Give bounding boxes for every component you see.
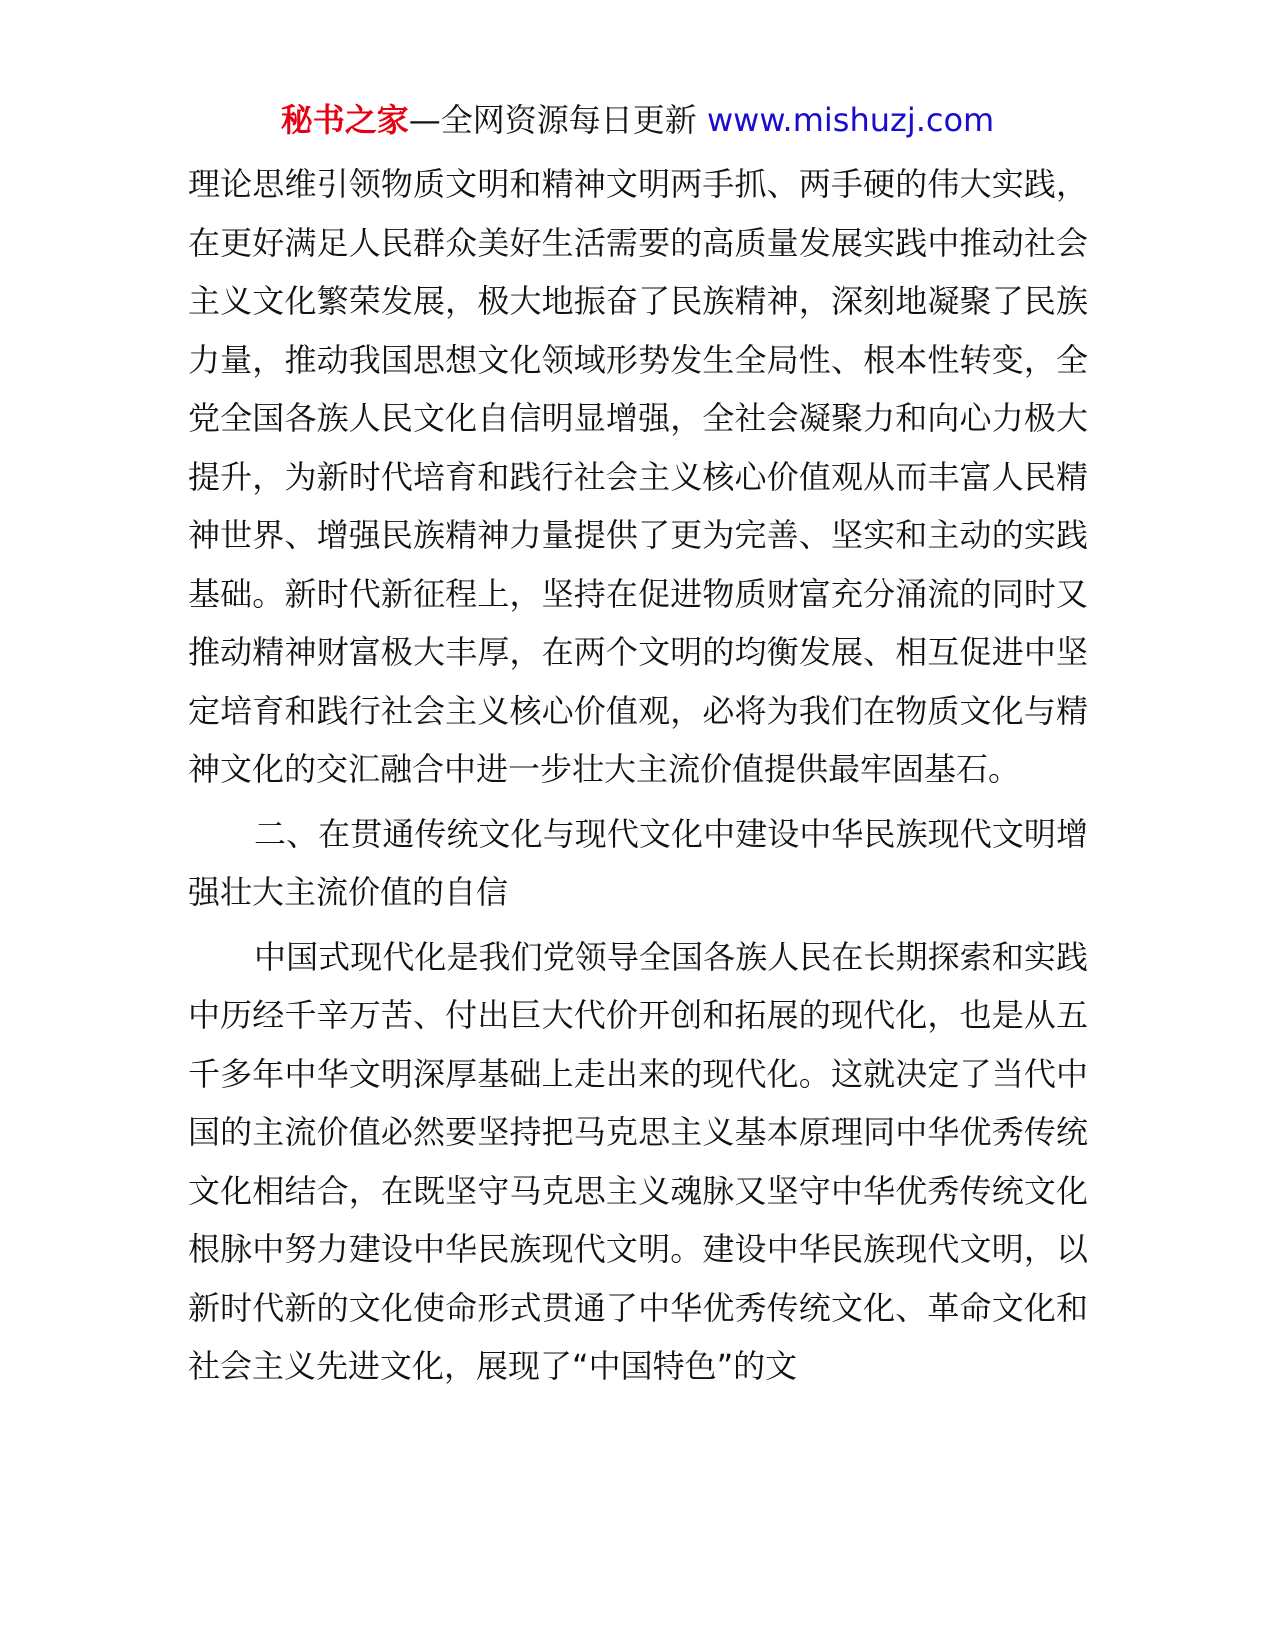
document-body xyxy=(188,155,1088,1396)
brand-name: 秘书之家 xyxy=(280,101,409,139)
paragraph: 中国式现代化是我们党领导全国各族人民在长期探索和实践中历经千辛万苦、付出巨大代价开创和拓展的现代化，也是从五千多年中华文明深厚基础上走出来的现代化。这就决定了当代中国的主流价值必然要坚持把马克思主义基本原理同中华优秀传统文化相结合，在既坚守马克思主义魂脉又坚守中华优秀传统文化根脉中努力建设中华民族现代文明。建设中华民族现代文明，以新时代新的文化使命形式贯通了中华优秀传统文化、革命文化和社会主义先进文化，展现了“中国特色”的文 xyxy=(188,937,1088,1385)
section-heading: 二、在贯通传统文化与现代文化中建设中华民族现代文明增强壮大主流价值的自信 xyxy=(188,814,1088,911)
header-slogan: —全网资源每日更新 xyxy=(408,101,707,139)
site-url-link[interactable]: www.mishuzj.com xyxy=(706,101,995,139)
page-header xyxy=(0,100,1275,140)
paragraph-continued: 理论思维引领物质文明和精神文明两手抓、两手硬的伟大实践，在更好满足人民群众美好生活需要的高质量发展实践中推动社会主义文化繁荣发展，极大地振奋了民族精神，深刻地凝聚了民族力量，推动我国思想文化领域形势发生全局性、根本性转变，全党全国各族人民文化自信明显增强，全社会凝聚力和向心力极大提升，为新时代培育和践行社会主义核心价值观从而丰富人民精神世界、增强民族精神力量提供了更为完善、坚实和主动的实践基础。新时代新征程上，坚持在促进物质财富充分涌流的同时又推动精神财富极大丰厚，在两个文明的均衡发展、相互促进中坚定培育和践行社会主义核心价值观，必将为我们在物质文化与精神文化的交汇融合中进一步壮大主流价值提供最牢固基石。 xyxy=(188,165,1088,788)
